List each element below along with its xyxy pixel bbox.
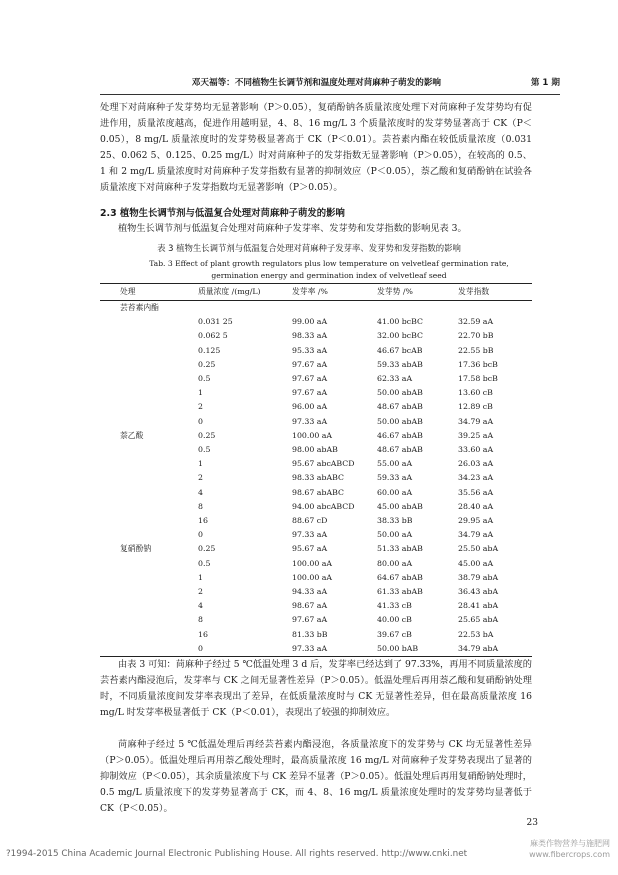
header-germination-rate: 发芽率 /%	[292, 287, 328, 296]
cell-germination-energy: 32.00 bcBC	[377, 331, 423, 341]
cell-germination-index: 34.79 aA	[458, 416, 494, 426]
table-row	[100, 358, 532, 372]
cell-germination-energy: 50.00 abAB	[377, 416, 423, 426]
cell-germination-rate: 97.67 aA	[292, 388, 328, 398]
cell-germination-index: 17.36 bcB	[458, 359, 498, 369]
cell-germination-energy: 38.33 bB	[377, 516, 413, 525]
cell-concentration: 0.5	[198, 374, 211, 383]
cell-concentration: 16	[198, 629, 208, 639]
cell-concentration: 1	[198, 459, 203, 469]
cell-germination-index: 28.41 abA	[458, 601, 499, 611]
cell-germination-rate: 81.33 bB	[292, 629, 328, 639]
table-row	[100, 315, 532, 329]
cell-concentration: 0.25	[198, 430, 216, 440]
cell-germination-energy: 50.00 bAB	[377, 643, 419, 653]
bottom-paragraph-2: 苘麻种子经过 5 ℃低温处理后再经芸苔素内酯浸泡，各质量浓度下的发芽势与 CK 均无显著性差异（P＞0.05）。低温处理后再用萘乙酸处理时，最高质量浓度 16 mg/L 对苘麻种子发芽势表现出了显著的抑制效应（P＜0.05），其余质量浓度下与 CK 差异不显著（P＞0.05）。低温处理后再用复硝酚钠处理时，0.5 mg/L 质量浓度下的发芽势显著高于 CK，而 4、8、16 mg/L 质量浓度处理时的发芽势均显著低于 CK（P＜0.05）。	[100, 739, 532, 814]
cell-germination-energy: 59.33 aA	[377, 473, 413, 483]
table-row	[100, 386, 532, 400]
cell-concentration: 0	[198, 530, 203, 540]
page-number: 23	[526, 818, 538, 828]
cell-germination-energy: 59.33 abAB	[377, 359, 423, 369]
cell-germination-index: 35.56 aA	[458, 487, 494, 497]
cell-concentration: 8	[198, 615, 203, 625]
cell-germination-energy: 41.33 cB	[377, 601, 412, 611]
cell-germination-energy: 48.67 abAB	[377, 402, 423, 412]
cell-concentration: 0.031 25	[198, 317, 233, 327]
cell-germination-rate: 100.00 aA	[292, 558, 333, 568]
cell-germination-energy: 50.00 abAB	[377, 388, 423, 398]
table-row	[100, 344, 532, 358]
cell-germination-index: 13.60 cB	[458, 388, 493, 398]
watermark-line-1: 麻类作物营养与施肥网	[530, 839, 610, 848]
header-germination-energy: 发芽势 /%	[377, 287, 413, 296]
cell-germination-index: 34.79 aA	[458, 530, 494, 540]
cell-germination-rate: 98.33 abABC	[292, 473, 344, 483]
cell-germination-index: 38.79 abA	[458, 572, 499, 582]
cell-concentration: 1	[198, 388, 203, 398]
cell-germination-rate: 97.33 aA	[292, 416, 328, 426]
cell-concentration: 0	[198, 416, 203, 426]
cell-germination-index: 25.65 abA	[458, 615, 499, 625]
table-row	[100, 443, 532, 457]
table-row	[100, 415, 532, 429]
section-heading: 2.3 植物生长调节剂与低温复合处理对苘麻种子萌发的影响	[100, 208, 345, 219]
running-head-title: 邓天福等：不同植物生长调节剂和温度处理对苘麻种子萌发的影响	[191, 78, 442, 88]
table-row	[100, 585, 532, 599]
cell-germination-index: 22.70 bB	[458, 331, 494, 341]
header-concentration: 质量浓度 /(mg/L)	[198, 287, 261, 296]
cell-concentration: 16	[198, 516, 208, 525]
cell-germination-rate: 97.67 aA	[292, 359, 328, 369]
table-row	[100, 500, 532, 514]
cell-germination-rate: 88.67 cD	[292, 516, 328, 525]
table-row	[100, 329, 532, 343]
cell-concentration: 0.062 5	[198, 331, 228, 341]
table-row	[100, 571, 532, 585]
table-row	[100, 301, 532, 315]
header-rule	[100, 94, 560, 95]
cell-concentration: 1	[198, 572, 203, 582]
cell-germination-index: 39.25 aA	[458, 430, 494, 440]
cell-germination-rate: 95.33 aA	[292, 345, 328, 355]
cell-germination-energy: 60.00 aA	[377, 487, 413, 497]
cell-germination-energy: 55.00 aA	[377, 459, 413, 469]
cell-concentration: 2	[198, 587, 203, 596]
running-head-issue: 第 1 期	[530, 78, 560, 88]
table-row	[100, 557, 532, 571]
cell-germination-rate: 94.00 abcABCD	[292, 501, 355, 511]
cell-germination-energy: 39.67 cB	[377, 629, 412, 639]
cell-germination-energy: 80.00 aA	[377, 558, 413, 568]
table-caption-en: Tab. 3 Effect of plant growth regulators plus low temperature on velvetleaf germination rate, germination energy and germination index of velvetleaf seed	[149, 259, 509, 280]
cell-germination-index: 34.23 aA	[458, 473, 494, 483]
cell-concentration: 8	[198, 501, 203, 511]
cell-germination-index: 33.60 aA	[458, 445, 494, 454]
table-row	[100, 599, 532, 613]
cell-germination-index: 17.58 bcB	[458, 374, 498, 383]
table-row	[100, 514, 532, 528]
cell-germination-energy: 45.00 abAB	[377, 501, 423, 511]
cell-germination-rate: 98.67 aA	[292, 601, 328, 611]
running-head	[102, 76, 560, 88]
cell-germination-index: 22.55 bB	[458, 345, 494, 355]
table-row	[100, 628, 532, 642]
section-intro: 植物生长调节剂与低温复合处理对苘麻种子发芽率、发芽势和发芽指数的影响见表 3。	[118, 223, 467, 234]
table-row	[100, 471, 532, 485]
cell-concentration: 0	[198, 643, 203, 653]
table-row	[100, 613, 532, 627]
cell-concentration: 0.5	[198, 558, 211, 568]
cell-concentration: 4	[198, 487, 203, 497]
cell-germination-rate: 97.67 aA	[292, 374, 328, 383]
cell-germination-energy: 62.33 aA	[377, 374, 413, 383]
cell-germination-energy: 41.00 bcBC	[377, 317, 423, 327]
table-row	[100, 528, 532, 542]
header-treatment: 处理	[120, 287, 136, 296]
cell-germination-rate: 98.00 abAB	[292, 445, 338, 454]
cell-germination-index: 45.00 aA	[458, 558, 494, 568]
watermark-line-2: www.fibercrops.com	[529, 850, 610, 859]
cell-germination-rate: 94.33 aA	[292, 587, 328, 596]
cell-germination-index: 32.59 aA	[458, 317, 494, 327]
cell-germination-rate: 100.00 aA	[292, 430, 333, 440]
site-watermark	[529, 838, 610, 860]
cell-germination-index: 25.50 abA	[458, 544, 499, 554]
cell-germination-index: 22.53 bA	[458, 629, 494, 639]
cell-germination-energy: 51.33 abAB	[377, 544, 423, 554]
cell-germination-energy: 64.67 abAB	[377, 572, 423, 582]
cell-germination-rate: 95.67 abcABCD	[292, 459, 355, 469]
cell-germination-rate: 95.67 aA	[292, 544, 328, 554]
table-row	[100, 542, 532, 556]
cell-treatment: 复硝酚钠	[120, 544, 152, 554]
cell-germination-index: 36.43 abA	[458, 587, 499, 596]
section-intro-block	[100, 221, 532, 237]
bottom-paragraph-2-block	[100, 737, 532, 817]
cell-germination-rate: 97.67 aA	[292, 615, 328, 625]
cell-concentration: 4	[198, 601, 203, 611]
cell-germination-rate: 96.00 aA	[292, 402, 328, 412]
cell-germination-index: 12.89 cB	[458, 402, 493, 412]
bottom-paragraph-1-block	[100, 657, 532, 721]
header-germination-index: 发芽指数	[458, 287, 490, 296]
cell-germination-energy: 61.33 abAB	[377, 587, 423, 596]
cell-concentration: 0.5	[198, 445, 211, 454]
cell-germination-rate: 98.67 abABC	[292, 487, 344, 497]
cell-germination-rate: 100.00 aA	[292, 572, 333, 582]
table-row	[100, 429, 532, 443]
top-paragraph: 处理下对苘麻种子发芽势均无显著影响（P＞0.05），复硝酚钠各质量浓度处理下对苘麻种子发芽势均有促进作用，质量浓度越高，促进作用越明显，4、8、16 mg/L 3 个质量浓度时的发芽势显著高于 CK（P＜0.05），8 mg/L 质量浓度时的发芽势极显著高于 CK（P＜0.01）。芸苔素内酯在较低质量浓度（0.031 25、0.062 5、0.125、0.25 mg/L）时对苘麻种子的发芽指数无显著影响（P＞0.05），在较高的 0.5、1 和 2 mg/L 质量浓度时对苘麻种子发芽指数有显著的抑制效应（P＜0.05），萘乙酸和复硝酚钠在试验各质量浓度下对苘麻种子发芽指数均无显著影响（P＞0.05）。	[100, 102, 532, 193]
table-row	[100, 486, 532, 500]
copyright-footer: ?1994-2015 China Academic Journal Electronic Publishing House. All rights reserved. http://www.cnki.net	[6, 849, 468, 859]
cell-germination-index: 28.40 aA	[458, 501, 494, 511]
cell-germination-index: 29.95 aA	[458, 516, 494, 525]
cell-germination-rate: 98.33 aA	[292, 331, 328, 341]
cell-concentration: 0.25	[198, 359, 216, 369]
table-row	[100, 457, 532, 471]
table-row	[100, 372, 532, 386]
cell-germination-rate: 97.33 aA	[292, 643, 328, 653]
cell-germination-energy: 48.67 abAB	[377, 445, 423, 454]
cell-concentration: 0.25	[198, 544, 216, 554]
cell-germination-index: 34.79 abA	[458, 643, 499, 653]
cell-germination-energy: 46.67 bcAB	[377, 345, 423, 355]
cell-germination-energy: 40.00 cB	[377, 615, 412, 625]
cell-concentration: 0.125	[198, 345, 221, 355]
top-paragraph-block	[100, 100, 532, 196]
table-caption-cn: 表 3 植物生长调节剂与低温复合处理对苘麻种子发芽率、发芽势和发芽指数的影响	[157, 243, 461, 253]
cell-concentration: 2	[198, 473, 203, 483]
cell-treatment: 萘乙酸	[120, 430, 144, 440]
cell-germination-rate: 99.00 aA	[292, 317, 328, 327]
cell-germination-index: 26.03 aA	[458, 459, 494, 469]
cell-germination-rate: 97.33 aA	[292, 530, 328, 540]
cell-germination-energy: 50.00 aA	[377, 530, 413, 540]
cell-treatment: 芸苔素内酯	[120, 303, 159, 312]
cell-concentration: 2	[198, 402, 203, 412]
table-row	[100, 642, 532, 656]
bottom-paragraph-1: 由表 3 可知：苘麻种子经过 5 ℃低温处理 3 d 后，发芽率已经达到了 97.33%，再用不同质量浓度的芸苔素内酯浸泡后，发芽率与 CK 之间无显著性差异（P＞0.05）。低温处理后再用萘乙酸和复硝酚钠处理时，不同质量浓度间发芽率表现出了差异，在低质量浓度时与 CK 无显著性差异，但在最高质量浓度 16 mg/L 时发芽率极显著低于 CK（P＜0.01），表现出了较强的抑制效应。	[100, 659, 532, 718]
table-header-row	[100, 284, 532, 300]
table-row	[100, 400, 532, 414]
cell-germination-energy: 46.67 abAB	[377, 430, 423, 440]
